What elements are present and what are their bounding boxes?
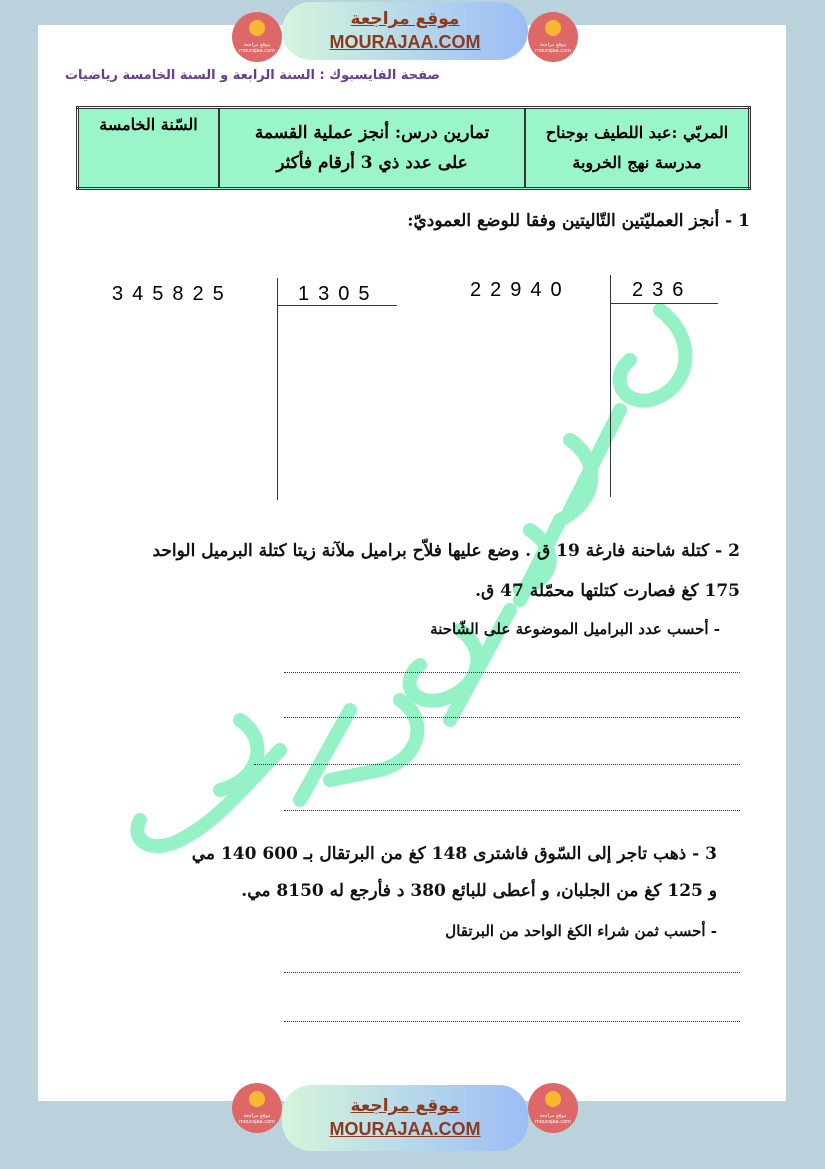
answer-line[interactable] [284,1021,740,1022]
logo-icon [249,1091,265,1107]
answer-line[interactable] [284,810,740,811]
division-line [610,303,718,304]
dividend-1: 22940 [470,279,571,301]
logo-icon [545,20,561,36]
site-name-ar: موقع مراجعة [350,9,460,29]
site-banner-bottom[interactable] [282,1085,528,1151]
site-name-en: MOURAJAA.COM [329,1119,481,1139]
site-name-ar: موقع مراجعة [350,1096,460,1116]
answer-line[interactable] [284,972,740,973]
site-logo-left [232,1083,282,1133]
exercise-3-line1: 3 - ذهب تاجر إلى السّوق فاشترى 148 كغ من البرتقال بـ 600 140 مي [191,844,717,864]
teacher-cell [525,108,750,189]
lesson-title-1: تمارين درس: أنجز عملية القسمة [254,123,490,143]
division-line [610,275,611,497]
site-name-en: MOURAJAA.COM [329,32,481,52]
grade-cell: السّنة الخامسة [78,108,220,189]
site-logo-right [528,1083,578,1133]
site-logo-left [232,12,282,62]
logo-caption: موقع مراجعة mourajaa.com [534,1113,571,1125]
logo-caption: موقع مراجعة mourajaa.com [534,42,571,54]
exercise-3-question: - أحسب ثمن شراء الكغ الواحد من البرتقال [445,922,717,940]
school-name: مدرسة نهج الخروبة [572,153,702,172]
exercise-3-line2: و 125 كغ من الجلبان، و أعطى للبائع 380 د فأرجع له 8150 مي. [241,881,717,901]
lesson-cell [219,108,525,189]
logo-caption: موقع مراجعة mourajaa.com [238,1113,275,1125]
site-logo-right [528,12,578,62]
division-line [277,278,278,500]
exercise-2-question: - أحسب عدد البراميل الموضوعة على الشّاحنة [430,620,720,638]
facebook-line: صفحة الفايسبوك : السنة الرابعة و السنة الخامسة رياضيات [64,68,440,83]
logo-caption: موقع مراجعة mourajaa.com [238,42,275,54]
lesson-title-2: على عدد ذي 3 أرقام فأكثر [276,153,468,173]
divisor-1: 236 [632,279,693,301]
divisor-2: 1305 [298,283,379,305]
exercise-1-title: 1 - أنجز العمليّتين التّاليتين وفقا للوضع العموديّ: [407,211,750,231]
exercise-2-line1: 2 - كتلة شاحنة فارغة 19 ق . وضع عليها فلاّح براميل ملآنة زيتا كتلة البرميل الواحد [152,541,740,561]
teacher-name: المربّي :عبد اللطيف بوجناح [545,123,729,142]
logo-icon [249,20,265,36]
exercise-2-line2: 175 كغ فصارت كتلتها محمّلة 47 ق. [475,581,740,601]
answer-line[interactable] [284,717,740,718]
dividend-2: 345825 [112,283,233,305]
logo-icon [545,1091,561,1107]
header-table [76,106,751,190]
answer-line[interactable] [284,672,740,673]
site-banner-top[interactable] [282,2,528,60]
answer-line[interactable] [254,764,740,765]
